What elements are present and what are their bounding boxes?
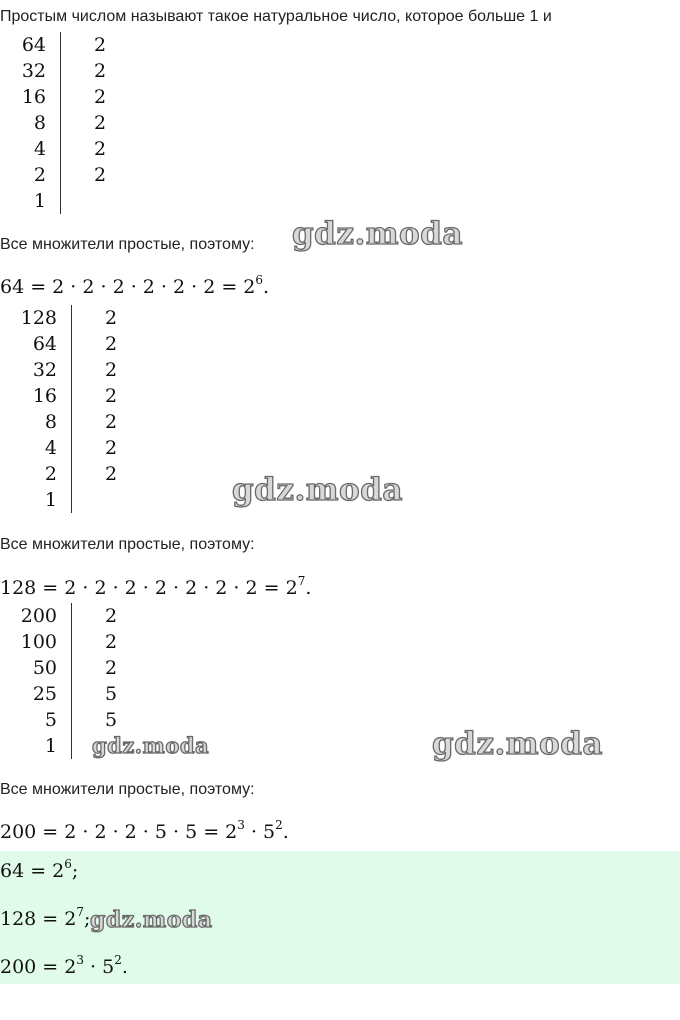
watermark-logo: gdz.moda — [90, 907, 213, 933]
table-row: 16 2 — [21, 86, 107, 108]
equation-200: $200 = 2 \cdot 2 \cdot 2 \cdot 5 \cdot 5 = 2^3 \cdot 5^2$. — [0, 818, 289, 843]
table-row: 4 2 — [33, 138, 107, 160]
equation-64: $64 = 2 \cdot 2 \cdot 2 \cdot 2 \cdot 2 \cdot 2 = 2^6$. — [0, 273, 270, 298]
table-row: 5 5 — [44, 709, 118, 731]
table-row: 100 2 — [20, 631, 118, 653]
conclusion-text: Все множители простые, поэтому: — [0, 236, 255, 253]
table-row: 1 — [44, 735, 57, 757]
table-row: 25 5 — [32, 683, 118, 705]
table-row: 8 2 — [33, 112, 107, 134]
table-row: 200 2 — [20, 605, 118, 627]
table-row: 2 2 — [33, 164, 107, 186]
watermark-logo: gdz.moda — [432, 726, 603, 762]
table-row: 64 2 — [32, 333, 118, 355]
table-row: 8 2 — [44, 411, 118, 433]
table-row: 1 — [44, 489, 57, 511]
table-row: 64 2 — [21, 34, 107, 56]
answer-box — [0, 851, 680, 984]
table-row: 1 — [33, 190, 46, 212]
answer-200: $200 = 2^3 \cdot 5^2$. — [0, 953, 128, 978]
table-row: 2 2 — [44, 463, 118, 485]
watermark-logo: gdz.moda — [92, 733, 210, 758]
table-row: 128 2 — [20, 307, 118, 329]
table-row: 4 2 — [44, 437, 118, 459]
answer-128: $128 = 2^7$; — [0, 905, 91, 930]
equation-128: $128 = 2 \cdot 2 \cdot 2 \cdot 2 \cdot 2 \cdot 2 \cdot 2 = 2^7$. — [0, 574, 312, 599]
answer-64: $64 = 2^6$; — [0, 857, 79, 882]
conclusion-text: Все множители простые, поэтому: — [0, 781, 255, 798]
watermark-logo: gdz.moda — [232, 472, 403, 508]
intro-text: Простым числом называют такое натуральное число, которое больше 1 и — [0, 8, 552, 25]
table-row: 16 2 — [32, 385, 118, 407]
conclusion-text: Все множители простые, поэтому: — [0, 536, 255, 553]
watermark-logo: gdz.moda — [292, 216, 463, 252]
table-row: 32 2 — [21, 60, 107, 82]
table-row: 50 2 — [32, 657, 118, 679]
table-row: 32 2 — [32, 359, 118, 381]
